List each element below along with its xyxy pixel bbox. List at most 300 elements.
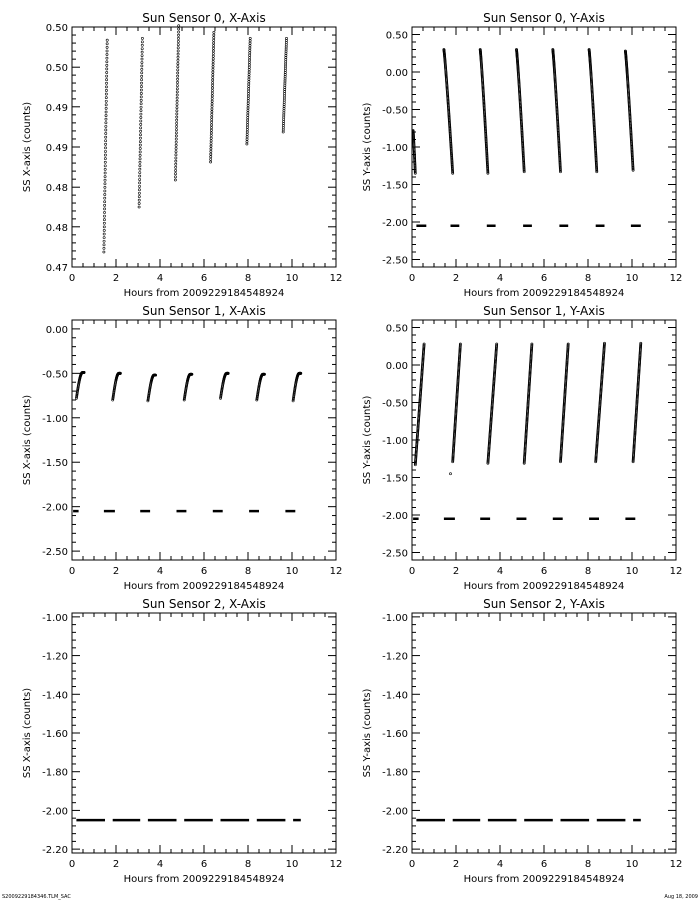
data-point (141, 44, 143, 46)
y-tick-label: -1.20 (382, 651, 408, 663)
data-point (106, 39, 108, 41)
data-point (210, 134, 212, 136)
data-point (248, 76, 250, 78)
y-axis-label: SS Y-axis (counts) (362, 395, 373, 485)
data-point (210, 137, 212, 139)
data-point (103, 229, 105, 231)
data-point (249, 52, 251, 54)
data-point (105, 114, 107, 116)
data-point (139, 151, 141, 153)
y-tick-label: -2.50 (382, 548, 408, 560)
data-point (103, 251, 105, 253)
y-tick-label: 0.48 (45, 222, 68, 234)
data-point (176, 97, 178, 99)
data-point (247, 107, 249, 109)
data-point (176, 103, 178, 105)
data-point (139, 178, 141, 180)
x-axis-label: Hours from 2009229184548924 (463, 581, 625, 592)
data-point (139, 134, 141, 136)
data-point (103, 240, 105, 242)
data-point (248, 78, 250, 80)
data-point (246, 141, 248, 143)
data-point (248, 71, 250, 73)
data-point (212, 52, 214, 54)
data-point (211, 100, 213, 102)
data-point (212, 60, 214, 62)
data-point (106, 61, 108, 63)
data-point (210, 140, 212, 142)
data-point (174, 176, 176, 178)
data-point (212, 71, 214, 73)
y-tick-label: 0.00 (385, 68, 408, 79)
x-tick-label: 6 (540, 859, 548, 870)
plot-frame (412, 613, 676, 853)
data-point (103, 233, 105, 235)
y-tick-label: -2.00 (42, 806, 68, 818)
y-tick-label: 0.48 (45, 183, 68, 195)
data-point (246, 138, 248, 140)
data-point (246, 129, 248, 131)
data-point (177, 40, 179, 42)
y-tick-label: -2.00 (42, 502, 68, 514)
y-axis-label: SS Y-axis (counts) (362, 688, 373, 778)
data-point (103, 211, 105, 213)
data-point (104, 161, 106, 163)
data-point (176, 122, 178, 124)
data-point (212, 76, 214, 78)
data-point (177, 34, 179, 36)
x-tick-label: 4 (496, 859, 504, 870)
x-tick-label: 8 (584, 566, 592, 577)
data-point (175, 163, 177, 165)
plot-frame (72, 320, 336, 560)
data-point (176, 81, 178, 83)
y-tick-label: -2.20 (382, 845, 408, 857)
data-point (105, 122, 107, 124)
data-point (247, 114, 249, 116)
data-point (210, 148, 212, 150)
data-point (211, 121, 213, 123)
data-point (177, 56, 179, 58)
x-tick-label: 12 (329, 273, 343, 284)
x-tick-label: 2 (452, 566, 460, 577)
chart-title: Sun Sensor 0, Y-Axis (483, 11, 605, 25)
y-tick-label: -2.20 (42, 845, 68, 857)
x-axis-label: Hours from 2009229184548924 (123, 581, 285, 592)
data-point (177, 47, 179, 49)
data-point (140, 99, 142, 101)
data-point (106, 64, 108, 66)
y-tick-label: 0.00 (45, 324, 68, 336)
data-point (177, 69, 179, 71)
data-point (175, 129, 177, 131)
y-tick-label: 0.49 (45, 143, 68, 154)
data-point (138, 192, 140, 194)
x-tick-label: 10 (285, 566, 299, 577)
y-tick-label: 0.50 (45, 23, 68, 34)
plot-frame (412, 320, 676, 560)
data-point (174, 179, 176, 181)
x-axis-label: Hours from 2009229184548924 (123, 288, 285, 299)
data-point (247, 109, 249, 111)
x-tick-label: 12 (669, 859, 683, 870)
data-point (138, 189, 140, 191)
data-point (176, 110, 178, 112)
data-point (211, 95, 213, 97)
data-point (247, 95, 249, 97)
x-tick-label: 0 (68, 273, 76, 284)
x-tick-label: 8 (584, 273, 592, 284)
y-tick-label: -1.00 (382, 143, 408, 154)
data-point (247, 100, 249, 102)
data-point (106, 68, 108, 70)
data-point (141, 51, 143, 53)
x-tick-label: 0 (408, 566, 416, 577)
data-point (138, 182, 140, 184)
data-point (140, 123, 142, 125)
data-point (246, 143, 248, 145)
data-point (103, 219, 105, 221)
x-tick-label: 4 (156, 273, 164, 284)
data-point (175, 132, 177, 134)
data-point (210, 124, 212, 126)
data-point (212, 47, 214, 49)
data-point (177, 62, 179, 64)
data-point (175, 125, 177, 127)
data-point (449, 473, 451, 475)
data-point (139, 144, 141, 146)
data-point (140, 116, 142, 118)
data-point (105, 140, 107, 142)
data-point (176, 94, 178, 96)
y-tick-label: -1.50 (382, 180, 408, 192)
x-tick-label: 6 (540, 566, 548, 577)
x-tick-label: 8 (244, 273, 252, 284)
data-point (249, 45, 251, 47)
y-tick-label: 0.49 (45, 102, 68, 114)
x-tick-label: 12 (329, 859, 343, 870)
data-point (105, 100, 107, 102)
data-point (211, 108, 213, 110)
data-point (211, 116, 213, 118)
data-point (139, 154, 141, 156)
data-point (138, 206, 140, 208)
data-point (211, 89, 213, 91)
y-tick-label: -1.00 (42, 612, 68, 624)
data-point (104, 186, 106, 188)
data-point (213, 37, 215, 39)
data-point (212, 66, 214, 68)
data-point (140, 113, 142, 115)
data-point (138, 185, 140, 187)
data-point (175, 138, 177, 140)
data-point (140, 106, 142, 108)
data-point (104, 158, 106, 160)
data-point (212, 45, 214, 47)
data-point (175, 166, 177, 168)
y-tick-label: -0.50 (42, 369, 68, 381)
data-point (247, 102, 249, 104)
data-point (103, 244, 105, 246)
x-tick-label: 8 (244, 566, 252, 577)
x-tick-label: 4 (156, 859, 164, 870)
data-point (139, 161, 141, 163)
x-tick-label: 4 (496, 566, 504, 577)
y-tick-label: -1.60 (382, 729, 408, 740)
data-point (210, 132, 212, 134)
data-point (106, 57, 108, 59)
x-tick-label: 12 (669, 566, 683, 577)
data-point (248, 64, 250, 66)
data-point (141, 48, 143, 50)
data-point (105, 79, 107, 81)
data-point (141, 68, 143, 70)
data-point (103, 247, 105, 249)
y-tick-label: -0.50 (382, 398, 408, 410)
data-point (247, 119, 249, 121)
data-point (105, 93, 107, 95)
x-tick-label: 0 (408, 859, 416, 870)
data-point (105, 104, 107, 106)
data-point (104, 190, 106, 192)
data-point (211, 105, 213, 107)
data-point (105, 129, 107, 131)
data-point (247, 117, 249, 119)
x-tick-label: 12 (329, 566, 343, 577)
data-point (248, 59, 250, 61)
x-tick-label: 10 (625, 273, 639, 284)
data-point (176, 88, 178, 90)
data-point (249, 54, 251, 56)
data-point (104, 165, 106, 167)
data-point (177, 53, 179, 55)
data-point (249, 42, 251, 44)
data-point (246, 126, 248, 128)
data-point (177, 75, 179, 77)
data-point (138, 199, 140, 201)
data-point (211, 119, 213, 121)
chart-title: Sun Sensor 2, Y-Axis (483, 597, 605, 611)
data-point (248, 61, 250, 63)
data-point (140, 120, 142, 122)
data-point (210, 158, 212, 160)
data-point (212, 74, 214, 76)
x-tick-label: 6 (200, 566, 208, 577)
data-point (210, 153, 212, 155)
data-point (212, 79, 214, 81)
data-point (248, 83, 250, 85)
data-point (213, 31, 215, 33)
data-point (138, 196, 140, 198)
x-tick-label: 0 (68, 859, 76, 870)
x-tick-label: 12 (669, 273, 683, 284)
plot-frame (72, 613, 336, 853)
x-tick-label: 2 (452, 273, 460, 284)
y-tick-label: -0.50 (382, 105, 408, 117)
data-point (141, 37, 143, 39)
y-tick-label: -1.50 (382, 473, 408, 485)
data-point (141, 72, 143, 74)
y-axis-label: SS X-axis (counts) (22, 687, 33, 779)
x-axis-label: Hours from 2009229184548924 (123, 874, 285, 885)
x-tick-label: 2 (452, 859, 460, 870)
plot-frame (72, 27, 336, 267)
y-tick-label: -2.00 (382, 511, 408, 522)
data-point (140, 127, 142, 129)
data-point (140, 96, 142, 98)
data-point (213, 34, 215, 36)
y-tick-label: -1.60 (42, 729, 68, 740)
data-point (105, 89, 107, 91)
data-point (248, 69, 250, 71)
chart-panel-5 (412, 613, 676, 853)
data-point (140, 110, 142, 112)
chart-title: Sun Sensor 1, X-Axis (142, 304, 266, 318)
chart-title: Sun Sensor 0, X-Axis (142, 11, 266, 25)
y-tick-label: -1.80 (382, 767, 408, 779)
y-tick-label: -1.40 (42, 690, 68, 702)
data-point (212, 82, 214, 84)
x-tick-label: 4 (496, 273, 504, 284)
data-point (178, 28, 180, 30)
data-point (141, 75, 143, 77)
y-tick-label: -1.20 (42, 651, 68, 663)
x-tick-label: 2 (112, 566, 120, 577)
data-point (210, 145, 212, 147)
x-tick-label: 10 (285, 859, 299, 870)
data-point (104, 197, 106, 199)
data-point (248, 85, 250, 87)
data-point (175, 160, 177, 162)
data-point (246, 124, 248, 126)
chart-panel-1 (412, 27, 676, 267)
y-tick-label: -1.80 (42, 767, 68, 779)
data-point (210, 150, 212, 152)
data-point (141, 55, 143, 57)
data-point (103, 222, 105, 224)
data-point (248, 66, 250, 68)
data-point (246, 131, 248, 133)
chart-panel-4 (72, 613, 336, 853)
data-point (105, 111, 107, 113)
data-point (104, 183, 106, 185)
data-point (104, 168, 106, 170)
data-point (248, 88, 250, 90)
data-point (139, 165, 141, 167)
data-point (104, 201, 106, 203)
data-point (176, 119, 178, 121)
data-point (247, 112, 249, 114)
data-point (249, 57, 251, 59)
data-point (140, 89, 142, 91)
data-point (177, 31, 179, 33)
data-point (177, 50, 179, 52)
data-point (249, 49, 251, 51)
y-tick-label: 0.00 (385, 361, 408, 372)
x-tick-label: 4 (156, 566, 164, 577)
y-axis-label: SS X-axis (counts) (22, 101, 33, 193)
data-point (105, 86, 107, 88)
x-tick-label: 10 (285, 273, 299, 284)
data-point (246, 136, 248, 138)
y-tick-label: -1.00 (382, 612, 408, 624)
data-point (141, 58, 143, 60)
y-tick-label: 0.50 (385, 30, 408, 42)
x-tick-label: 0 (68, 566, 76, 577)
data-point (141, 41, 143, 43)
data-point (246, 121, 248, 123)
data-point (210, 156, 212, 158)
data-point (175, 144, 177, 146)
x-tick-label: 6 (540, 273, 548, 284)
data-point (211, 92, 213, 94)
y-axis-label: SS X-axis (counts) (22, 394, 33, 486)
data-point (211, 103, 213, 105)
data-point (140, 85, 142, 87)
data-point (106, 50, 108, 52)
data-point (175, 135, 177, 137)
data-point (105, 82, 107, 84)
x-tick-label: 8 (244, 859, 252, 870)
data-point (139, 168, 141, 170)
data-point (175, 141, 177, 143)
footer-left: S2009229184346.TLM_SAC (2, 894, 71, 900)
data-point (249, 40, 251, 42)
data-point (177, 37, 179, 39)
data-point (175, 157, 177, 159)
data-point (139, 175, 141, 177)
data-point (210, 161, 212, 163)
y-tick-label: -2.50 (42, 547, 68, 559)
data-point (175, 154, 177, 156)
data-point (175, 169, 177, 171)
x-tick-label: 0 (408, 273, 416, 284)
y-tick-label: -2.00 (382, 218, 408, 229)
footer-right: Aug 18, 2009 (664, 894, 698, 900)
x-axis-label: Hours from 2009229184548924 (463, 288, 625, 299)
data-point (104, 172, 106, 174)
data-point (176, 100, 178, 102)
data-point (212, 50, 214, 52)
y-tick-label: -1.40 (382, 690, 408, 702)
y-tick-label: 0.47 (45, 263, 68, 274)
data-point (139, 158, 141, 160)
data-point (247, 93, 249, 95)
data-point (211, 87, 213, 89)
data-point (247, 90, 249, 92)
data-point (104, 193, 106, 195)
x-tick-label: 10 (625, 859, 639, 870)
y-tick-label: 0.50 (45, 63, 68, 75)
data-point (140, 103, 142, 105)
data-point (211, 84, 213, 86)
chart-panel-2 (72, 320, 336, 560)
data-point (176, 113, 178, 115)
data-point (175, 151, 177, 153)
data-point (139, 137, 141, 139)
data-point (105, 118, 107, 120)
data-point (103, 226, 105, 228)
x-tick-label: 6 (200, 859, 208, 870)
data-point (213, 42, 215, 44)
data-point (212, 68, 214, 70)
y-tick-label: -2.00 (382, 806, 408, 818)
data-point (249, 47, 251, 49)
chart-title: Sun Sensor 2, X-Axis (142, 597, 266, 611)
data-point (105, 97, 107, 99)
data-point (140, 79, 142, 81)
data-point (141, 61, 143, 63)
